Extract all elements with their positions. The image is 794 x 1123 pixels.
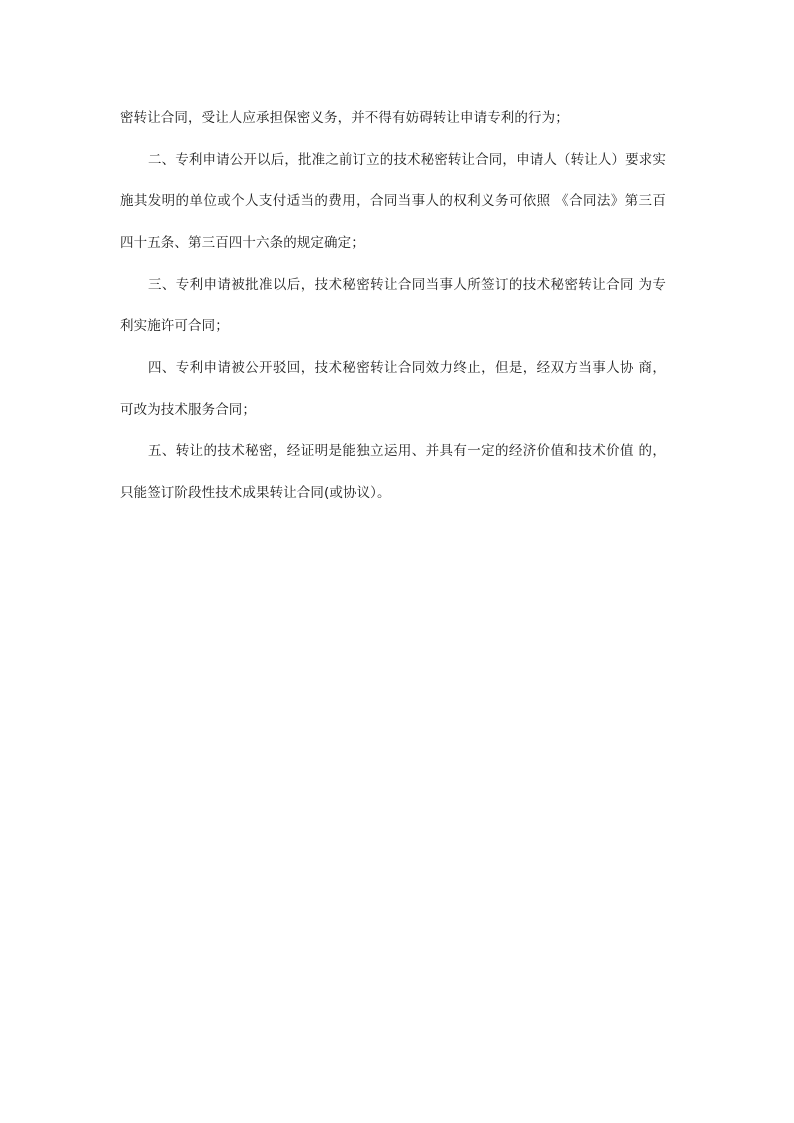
text-line-10: 只能签订阶段性技术成果转让合同(或协议）。 xyxy=(120,485,391,501)
text-line-2: 二、专利申请公开以后，批准之前订立的技术秘密转让合同，申请人（转让人）要求实 xyxy=(148,152,666,168)
text-line-1: 密转让合同，受让人应承担保密义务，并不得有妨碍转让申请专利的行为； xyxy=(120,110,569,126)
text-line-4: 四十五条、第三百四十六条的规定确定； xyxy=(120,235,365,251)
text-line-6: 利实施许可合同； xyxy=(120,318,229,334)
text-line-5: 三、专利申请被批准以后，技术秘密转让合同当事人所签订的技术秘密转让合同 为专 xyxy=(148,277,666,293)
text-line-3: 施其发明的单位或个人支付适当的费用，合同当事人的权利义务可依照 《合同法》第三百 xyxy=(120,193,666,209)
text-line-8: 可改为技术服务合同； xyxy=(120,402,256,418)
text-line-9: 五、转让的技术秘密，经证明是能独立运用、并具有一定的经济价值和技术价值 的， xyxy=(148,443,666,459)
text-line-7: 四、专利申请被公开驳回，技术秘密转让合同效力终止，但是，经双方当事人协 商， xyxy=(148,360,666,376)
